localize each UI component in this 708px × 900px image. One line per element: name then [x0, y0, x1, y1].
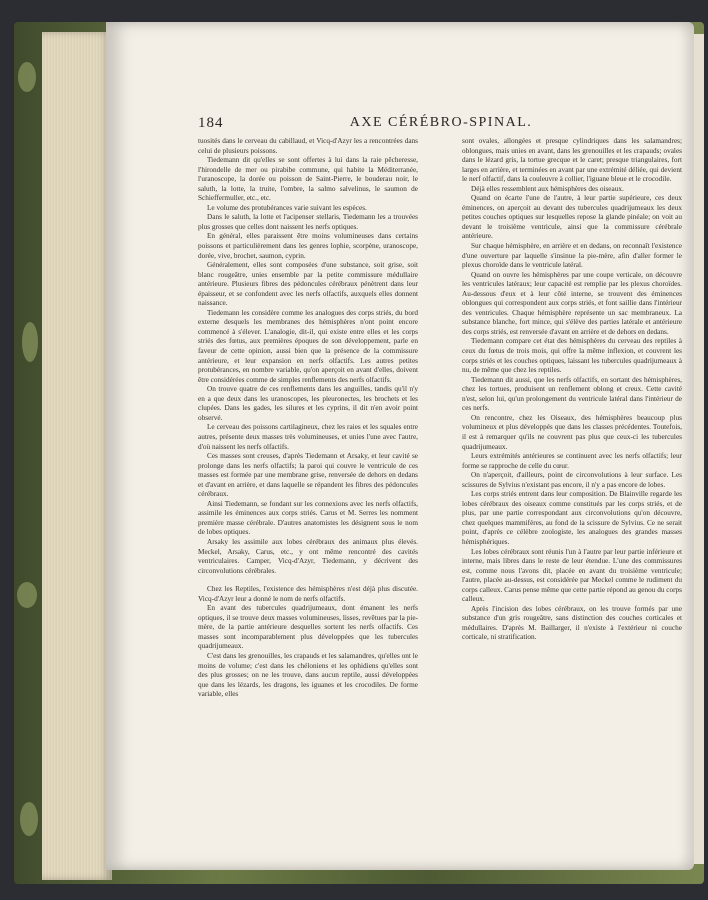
paragraph: Tiedemann compare cet état des hémisphères du cerveau des reptiles à ceux du fœtus de trois mois, qui offre la même inflexion, et couvrent les corps striés et les couches optiques, laissant les tubercules quadrijumeaux à nu, de même que chez les reptiles.	[462, 337, 682, 375]
page-edges	[42, 32, 112, 880]
paragraph: Leurs extrémités antérieures se continuent avec les nerfs olfactifs; leur forme se rapproche de celle du cœur.	[462, 452, 682, 470]
paragraph: Après l'incision des lobes cérébraux, on les trouve formés par une substance d'un gris rougeâtre, sans distinction des couches corticales et médullaires. D'après M. Baillarger, il n'existe à l'extérieur ni couche corticale, ni stratification.	[462, 604, 682, 642]
cover-stain	[20, 802, 38, 836]
paragraph: tuosités dans le cerveau du cabillaud, et Vicq-d'Azyr les a rencontrées dans celui de plusieurs poissons.	[198, 137, 418, 155]
cover-stain	[22, 322, 38, 362]
text-column-right	[462, 137, 682, 777]
paragraph: Le volume des protubérances varie suivant les espèces.	[207, 203, 367, 212]
paragraph: En général, elles paraissent être moins volumineuses dans certains poissons et particulièrement dans les genres lophie, scorpène, uranoscope, dorée, vive, brochet, saumon, cyprin.	[198, 232, 418, 260]
facing-page-edge	[694, 34, 704, 864]
cover-stain	[18, 62, 36, 92]
cover-stain	[17, 582, 37, 608]
paragraph: Quand on ouvre les hémisphères par une coupe verticale, on découvre les ventricules latéraux; leur capacité est remplie par les plexus choroïdes. Au-dessous d'eux et à leur côté interne, se trouvent des éminences oblongues qui correspondent aux corps striés, et font saillie dans l'intérieur des ventricules. Chaque hémisphère représente un sac membraneux. La substance blanche, fort mince, qui s'élève des parties latérale et antérieure des corps striés, est renversée d'avant en arrière et de dehors en dedans.	[462, 270, 682, 336]
paragraph: En avant des tubercules quadrijumeaux, dont émanent les nerfs optiques, il se trouve deux masses volumineuses, lisses, revêtues par la pie-mère, de la partie antérieure desquelles sortent les nerfs olfactifs. Ces masses sont incomparablement plus développées que les tubercules quadrijumeaux.	[198, 604, 418, 651]
paragraph: On n'aperçoit, d'ailleurs, point de circonvolutions à leur surface. Les scissures de Sylvius n'existant pas encore, il n'y a pas encore de lobes.	[462, 471, 682, 489]
paragraph: On rencontre, chez les Oiseaux, des hémisphères beaucoup plus volumineux et plus développés que dans les classes précédentes. Toutefois, il est à remarquer qu'ils ne couvrent pas plus que ceux-ci les tubercules quadrijumeaux.	[462, 413, 682, 451]
paragraph: Ces masses sont creuses, d'après Tiedemann et Arsaky, et leur cavité se prolonge dans les nerfs olfactifs; la paroi qui couvre le ventricule de ces masses est formée par une membrane grise, renversée de dehors en dedans et d'avant en arrière, et dans laquelle se répandent les fibres des pédoncules cérébraux.	[198, 452, 418, 499]
paragraph: Quand on écarte l'une de l'autre, à leur partie supérieure, ces deux éminences, on aperçoit au devant des tubercules quadrijumeaux les deux petites couches optiques sur lesquelles repose la glande pinéale; on voit au devant le troisième ventricule, ainsi que la commissure cérébrale antérieure.	[462, 194, 682, 241]
paragraph: Les corps striés entrent dans leur composition. De Blainville regarde les lobes cérébraux des oiseaux comme constitués par les corps striés, et de plus, par une partie correspondant aux circonvolutions qu'on découvre, chez quelques mammifères, au fond de la scissure de Sylvius. Ce ne serait point, d'après ce célèbre zoologiste, les analogues des grandes masses hémisphériques.	[462, 490, 682, 546]
paragraph: Tiedemann les considère comme les analogues des corps striés, du bord externe desquels les membranes des hémisphères n'ont point encore commencé à s'élever. L'analogie, dit-il, qui existe entre elles et les corps striés des fœtus, aux premières époques de son développement, parle en faveur de cette opinion, aussi bien que la présence de la commissure antérieure, et leur expansion en nerfs olfactifs. Les autres petites protubérances, en nombre variable, qu'on aperçoit en avant d'elles, doivent être considérées comme de simples renflements des nerfs olfactifs.	[198, 308, 418, 384]
page-header	[198, 115, 684, 135]
paragraph: Ainsi Tiedemann, se fondant sur les connexions avec les nerfs olfactifs, assimile les éminences aux corps striés. Carus et M. Serres les nomment première masse cérébrale. D'autres anatomistes les désignent sous le nom de lobes optiques.	[198, 499, 418, 537]
running-title: AXE CÉRÉBRO-SPINAL.	[349, 115, 533, 130]
paragraph: C'est dans les grenouilles, les crapauds et les salamandres, qu'elles ont le moins de volume; c'est dans les chéloniens et les ophidiens qu'elles sont des plus grosses; on ne les trouve, dans aucun reptile, aussi développées que dans les lézards, les dragons, les iguanes et les crocodiles. De forme variable, elles	[198, 651, 418, 699]
paragraph: Les lobes cérébraux sont réunis l'un à l'autre par leur partie inférieure et interne, mais libres dans le reste de leur étendue. L'une des commissures est, comme nous l'avons dit, placée en avant du troisième ventricule; l'autre, placée au-dessus, est considérée par Meckel comme le rudiment du corps calleux. Carus pense même que cette partie répond au genou du corps calleux.	[462, 547, 682, 604]
paragraph: Sur chaque hémisphère, en arrière et en dedans, on reconnaît l'existence d'une ouverture par laquelle s'insinue la pie-mère, afin d'aller former le plexus choroïde dans le ventricule latéral.	[462, 242, 682, 270]
paragraph: Généralement, elles sont composées d'une substance, soit grise, soit blanc rougeâtre, unies ensemble par la petite commissure médullaire antérieure. Plusieurs fibres des pédoncules cérébraux pénètrent dans leur épaisseur, et se confondent avec les nerfs olfactifs, auxquels elles donnent naissance.	[198, 261, 418, 308]
paragraph: sont ovales, allongées et presque cylindriques dans les salamandres; oblongues, mais unies en avant, dans les grenouilles et les crapauds; ovales dans le lézard gris, la tortue grecque et le caret; presque triangulaires, fort larges en arrière, et terminées en avant par une extrémité déliée, qui devient le nerf olfactif, dans la couleuvre à collier, l'iguane bleue et le crocodile.	[462, 137, 682, 184]
paragraph: Le cerveau des poissons cartilagineux, chez les raies et les squales entre autres, présente deux masses très volumineuses, et unies l'une avec l'autre, d'où naissent les nerfs olfactifs.	[198, 423, 418, 451]
paragraph: Tiedemann dit qu'elles se sont offertes à lui dans la raie pêcheresse, l'hirondelle de mer ou pirabibe commune, qui habite la Méditerranée, l'uranoscope, la dorée ou poisson de Saint-Pierre, le bouderau noir, le saluth, la lotte, la truite, l'ombre, la salmo salvelinus, le saumon de Schieffermuller, etc., etc.	[198, 156, 418, 203]
paragraph: Chez les Reptiles, l'existence des hémisphères n'est déjà plus discutée. Vicq-d'Azyr leur a donné le nom de nerfs olfactifs.	[198, 585, 418, 603]
paragraph: Arsaky les assimile aux lobes cérébraux des animaux plus élevés. Meckel, Arsaky, Carus, etc., y ont même rencontré des cavités ventriculaires. Camper, Vicq-d'Azyr, Tiedemann, y décrivent des circonvolutions cérébrales.	[198, 537, 418, 575]
paragraph: Tiedemann dit aussi, que les nerfs olfactifs, en sortant des hémisphères, chez les tortues, produisent un renflement oblong et creux. Cette cavité n'est, selon lui, qu'un prolongement du ventricule latéral dans l'intérieur de ces nerfs.	[462, 375, 682, 413]
text-column-left	[198, 137, 418, 777]
paragraph: On trouve quatre de ces renflements dans les anguilles, tandis qu'il n'y en a que deux dans les uranoscopes, les pleuronectes, les brochets et les clupées. Dans les gades, les silures et les cyprins, il dit n'en avoir point observé.	[198, 385, 418, 422]
page-number: 184	[198, 115, 224, 131]
paragraph: Déjà elles ressemblent aux hémisphères des oiseaux.	[471, 184, 624, 193]
paragraph: Dans le saluth, la lotte et l'acipenser stellaris, Tiedemann les a trouvées plus grosses que celles dont naissent les nerfs optiques.	[198, 213, 418, 231]
